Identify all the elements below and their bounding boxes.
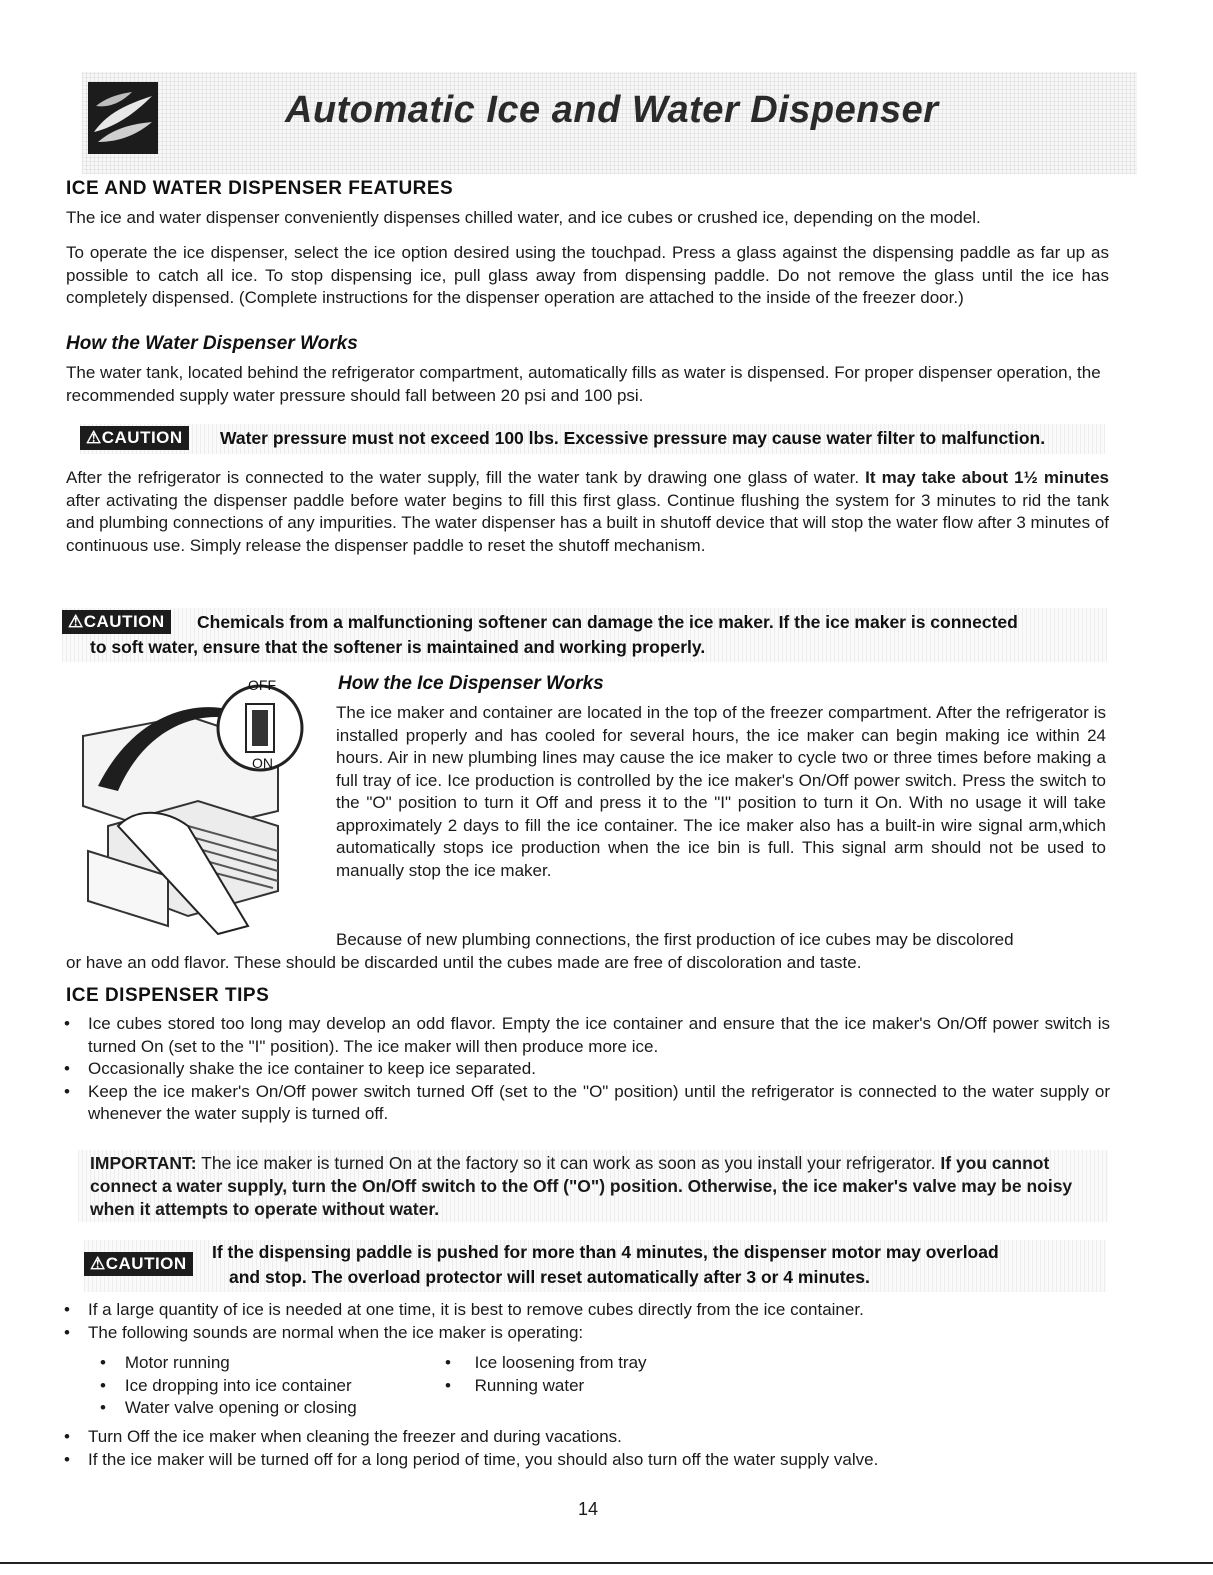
important-label: IMPORTANT:	[90, 1153, 197, 1173]
tip-text: Keep the ice maker's On/Off power switch turned Off (set to the "O" position) until the refrigerator is connected to the water supply or whenever the water supply is turned off.	[88, 1081, 1110, 1123]
tips-heading: ICE DISPENSER TIPS	[66, 985, 270, 1006]
caution-overload	[84, 1240, 1106, 1292]
tips-list	[38, 1013, 1110, 1126]
list-item	[38, 1322, 1110, 1345]
bullet-glyph: •	[64, 1322, 70, 1342]
bullet-glyph: •	[64, 1059, 70, 1078]
ice-discolor-line1: Because of new plumbing connections, the first production of ice cubes may be discolored	[336, 930, 1014, 949]
caution-badge: ⚠CAUTION	[80, 426, 189, 450]
list-item	[38, 1449, 1110, 1472]
switch-off-label: OFF	[248, 677, 276, 693]
tip-text: If a large quantity of ice is needed at one time, it is best to remove cubes directly from the ice container.	[88, 1300, 864, 1319]
bullet-glyph: •	[64, 1449, 70, 1469]
sounds-col-1	[100, 1352, 357, 1420]
list-item	[38, 1426, 1110, 1449]
water-heading: How the Water Dispenser Works	[66, 333, 358, 354]
important-note: IMPORTANT: The ice maker is turned On at the factory so it can work as soon as you install your refrigerator. If you cannot connect a water supply, turn the On/Off switch to the Off ("O") position. Otherwise, the ice maker's valve may be noisy when it attempts to operate without water.	[78, 1150, 1108, 1222]
page-number: 14	[578, 1499, 599, 1519]
sound-item: • Ice loosening from tray	[445, 1353, 647, 1372]
tip-text: Occasionally shake the ice container to keep ice separated.	[88, 1059, 536, 1078]
ice-maker-illustration	[78, 676, 328, 936]
bullet-glyph: •	[64, 1081, 70, 1101]
list-item	[38, 1081, 1110, 1126]
list-item	[38, 1013, 1110, 1058]
caution-water-pressure	[80, 424, 1105, 454]
sound-item: • Ice dropping into ice container	[100, 1375, 352, 1395]
bottom-rule	[0, 1562, 1213, 1564]
caution-softener	[62, 608, 1107, 662]
tips-list-2	[38, 1299, 1110, 1344]
features-intro: The ice and water dispenser conveniently dispenses chilled water, and ice cubes or crushed ice, depending on the model.	[66, 208, 981, 227]
caution-text-line2: and stop. The overload protector will reset automatically after 3 or 4 minutes.	[229, 1267, 870, 1287]
features-operation: To operate the ice dispenser, select the ice option desired using the touchpad. Press a glass against the dispensing paddle as far up as possible to catch all ice. To stop dispensing ice, pull glass away from dispensing paddle. Do not remove the glass until the ice has completely dispensed. (Complete instructions for the dispenser operation are attached to the inside of the freezer door.)	[66, 243, 1109, 307]
sound-item: • Water valve opening or closing	[100, 1398, 357, 1417]
caution-text: Water pressure must not exceed 100 lbs. Excessive pressure may cause water filter to malfunction.	[220, 428, 1046, 448]
list-item	[38, 1058, 1110, 1081]
water-intro: The water tank, located behind the refrigerator compartment, automatically fills as water is dispensed. For proper dispenser operation, the recommended supply water pressure should fall between 20 psi and 100 psi.	[66, 363, 1101, 405]
ice-leaves-logo-icon	[88, 82, 158, 154]
tip-text: If the ice maker will be turned off for a long period of time, you should also turn off the water supply valve.	[88, 1449, 879, 1469]
tip-text: Turn Off the ice maker when cleaning the freezer and during vacations.	[88, 1427, 622, 1446]
sound-item: • Running water	[445, 1375, 585, 1395]
list-item	[38, 1299, 1110, 1322]
bullet-glyph: •	[64, 1427, 70, 1446]
tips-list-3	[38, 1426, 1110, 1471]
water-flushing-text: After the refrigerator is connected to the water supply, fill the water tank by drawing one glass of water. It may take about 1½ minutes after activating the dispenser paddle before water begins to fill this first glass. Continue flushing the system for 3 minutes to rid the tank and plumbing connections of any impurities. The water dispenser has a built in shutoff device that will stop the water flow after 3 minutes of continuous use. Simply release the dispenser paddle to reset the shutoff mechanism.	[66, 468, 1109, 555]
ice-discolor-line2: or have an odd flavor. These should be discarded until the cubes made are free of discoloration and taste.	[66, 953, 862, 972]
switch-on-label: ON	[252, 755, 273, 771]
caution-badge: ⚠CAUTION	[84, 1252, 193, 1276]
bullet-glyph: •	[64, 1014, 70, 1033]
sound-item: • Motor running	[100, 1353, 230, 1372]
page-title: Automatic Ice and Water Dispenser	[285, 89, 939, 131]
caution-text-line1: If the dispensing paddle is pushed for more than 4 minutes, the dispenser motor may overload	[212, 1242, 999, 1262]
features-heading: ICE AND WATER DISPENSER FEATURES	[66, 178, 454, 199]
caution-badge: ⚠CAUTION	[62, 610, 171, 634]
sounds-col-2	[445, 1352, 647, 1397]
ice-heading: How the Ice Dispenser Works	[338, 673, 604, 694]
tip-text: The following sounds are normal when the ice maker is operating:	[88, 1322, 584, 1342]
caution-text-line1: Chemicals from a malfunctioning softener can damage the ice maker. If the ice maker is connected	[197, 612, 1018, 632]
ice-maker-text: The ice maker and container are located in the top of the freezer compartment. After the refrigerator is installed properly and has cooled for several hours, the ice maker can begin making ice within 24 hours. Air in new plumbing lines may cause the ice maker to cycle two or three times before making a full tray of ice. Ice production is controlled by the ice maker's On/Off power switch. Press the switch to the "O" position to turn it Off and press it to the "I" position to turn it On. With no usage it will take approximately 2 days to fill the ice container. The ice maker also has a built-in wire signal arm,which automatically stops ice production when the ice bin is full. This signal arm should not be used to manually stop the ice maker.	[336, 703, 1106, 880]
bullet-glyph: •	[64, 1300, 70, 1319]
tip-text: Ice cubes stored too long may develop an odd flavor. Empty the ice container and ensure that the ice maker's On/Off power switch is turned On (set to the "I" position). The ice maker will then produce more ice.	[88, 1014, 1110, 1056]
caution-text-line2: to soft water, ensure that the softener is maintained and working properly.	[90, 637, 706, 657]
